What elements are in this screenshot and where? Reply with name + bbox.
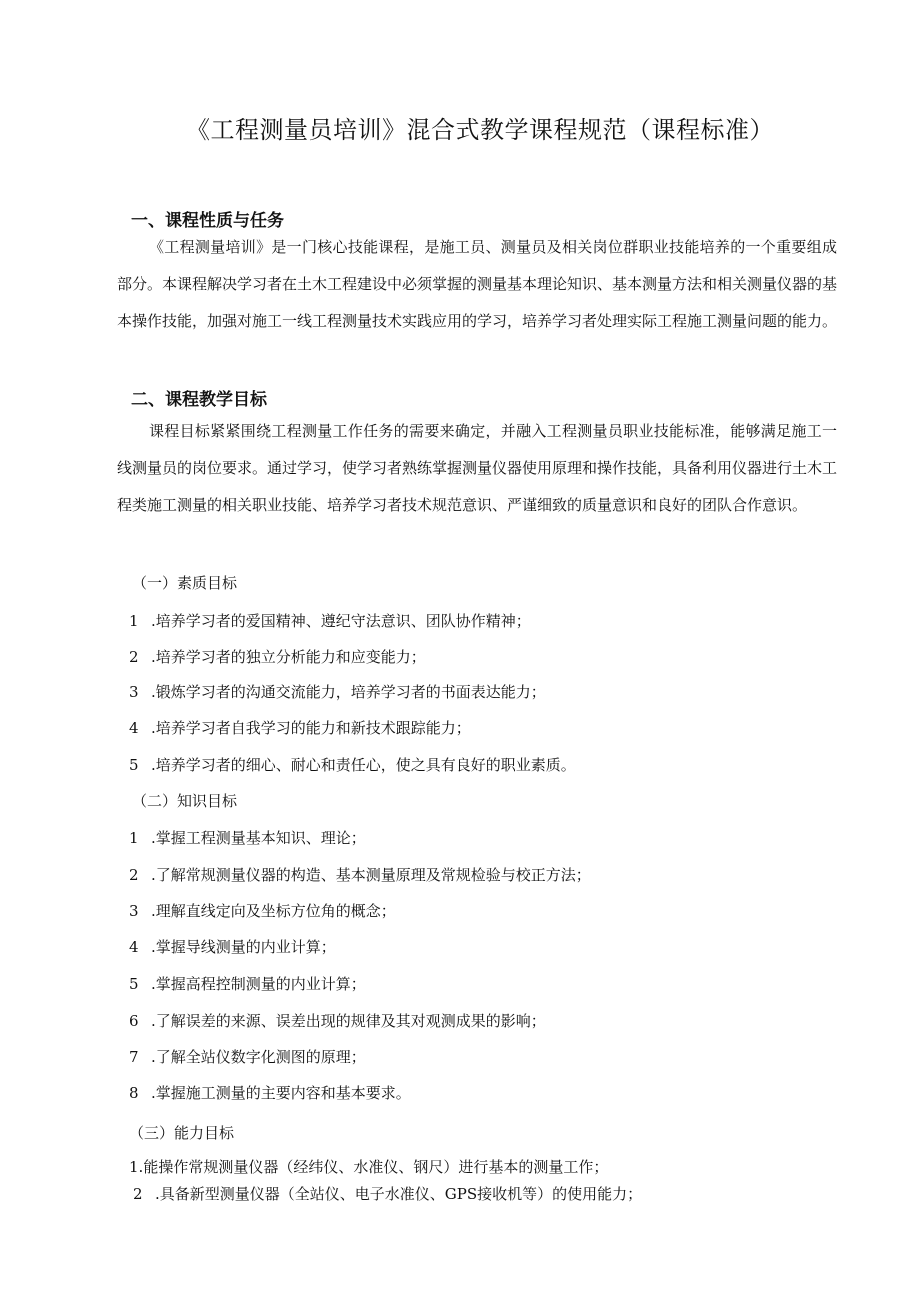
list-item: 1.能操作常规测量仪器（经纬仪、水准仪、钢尺）进行基本的测量工作； — [129, 1158, 609, 1176]
list-item: 3 .理解直线定向及坐标方位角的概念； — [129, 902, 396, 920]
list-item: 3 .锻炼学习者的沟通交流能力，培养学习者的书面表达能力； — [129, 683, 546, 701]
section-heading-nature: 一、课程性质与任务 — [131, 211, 284, 231]
list-item: 1 .掌握工程测量基本知识、理论； — [129, 829, 366, 847]
goal-label-quality: （一）素质目标 — [132, 574, 238, 592]
list-item: 5 .掌握高程控制测量的内业计算； — [129, 975, 366, 993]
section-paragraph-nature: 《工程测量培训》是一门核心技能课程，是施工员、测量员及相关岗位群职业技能培养的一个重要组成部分。本课程解决学习者在土木工程建设中必须掌握的测量基本理论知识、基本测量方法和相关测量仪器的基本操作技能，加强对施工一线工程测量技术实践应用的学习，培养学习者处理实际工程施工测量问题的能力。 — [117, 238, 838, 330]
goal-label-knowledge: （二）知识目标 — [132, 792, 238, 810]
list-item: 1 .培养学习者的爱国精神、遵纪守法意识、团队协作精神； — [129, 612, 531, 630]
list-item: 8 .掌握施工测量的主要内容和基本要求。 — [129, 1084, 411, 1102]
goal-label-ability: （三）能力目标 — [129, 1124, 235, 1142]
list-item: 2 .了解常规测量仪器的构造、基本测量原理及常规检验与校正方法； — [129, 866, 591, 884]
document-title: 《工程测量员培训》混合式教学课程规范（课程标准） — [186, 116, 774, 144]
list-item: 4 .掌握导线测量的内业计算； — [129, 938, 336, 956]
list-item: 7 .了解全站仪数字化测图的原理； — [129, 1048, 366, 1066]
list-item: 5 .培养学习者的细心、耐心和责任心，使之具有良好的职业素质。 — [129, 756, 576, 774]
list-item: 4 .培养学习者自我学习的能力和新技术跟踪能力； — [129, 719, 471, 737]
list-item: 2 .培养学习者的独立分析能力和应变能力； — [129, 648, 426, 666]
list-item: 6 .了解误差的来源、误差出现的规律及其对观测成果的影响； — [129, 1012, 546, 1030]
section-heading-goals: 二、课程教学目标 — [131, 390, 267, 410]
section-paragraph-goals: 课程目标紧紧围绕工程测量工作任务的需要来确定，并融入工程测量员职业技能标准，能够满足施工一线测量员的岗位要求。通过学习，使学习者熟练掌握测量仪器使用原理和操作技能，具备利用仪器进行土木工程类施工测量的相关职业技能、培养学习者技术规范意识、严谨细致的质量意识和良好的团队合作意识。 — [117, 422, 838, 514]
list-item: 2 .具备新型测量仪器（全站仪、电子水准仪、GPS接收机等）的使用能力； — [133, 1185, 643, 1203]
